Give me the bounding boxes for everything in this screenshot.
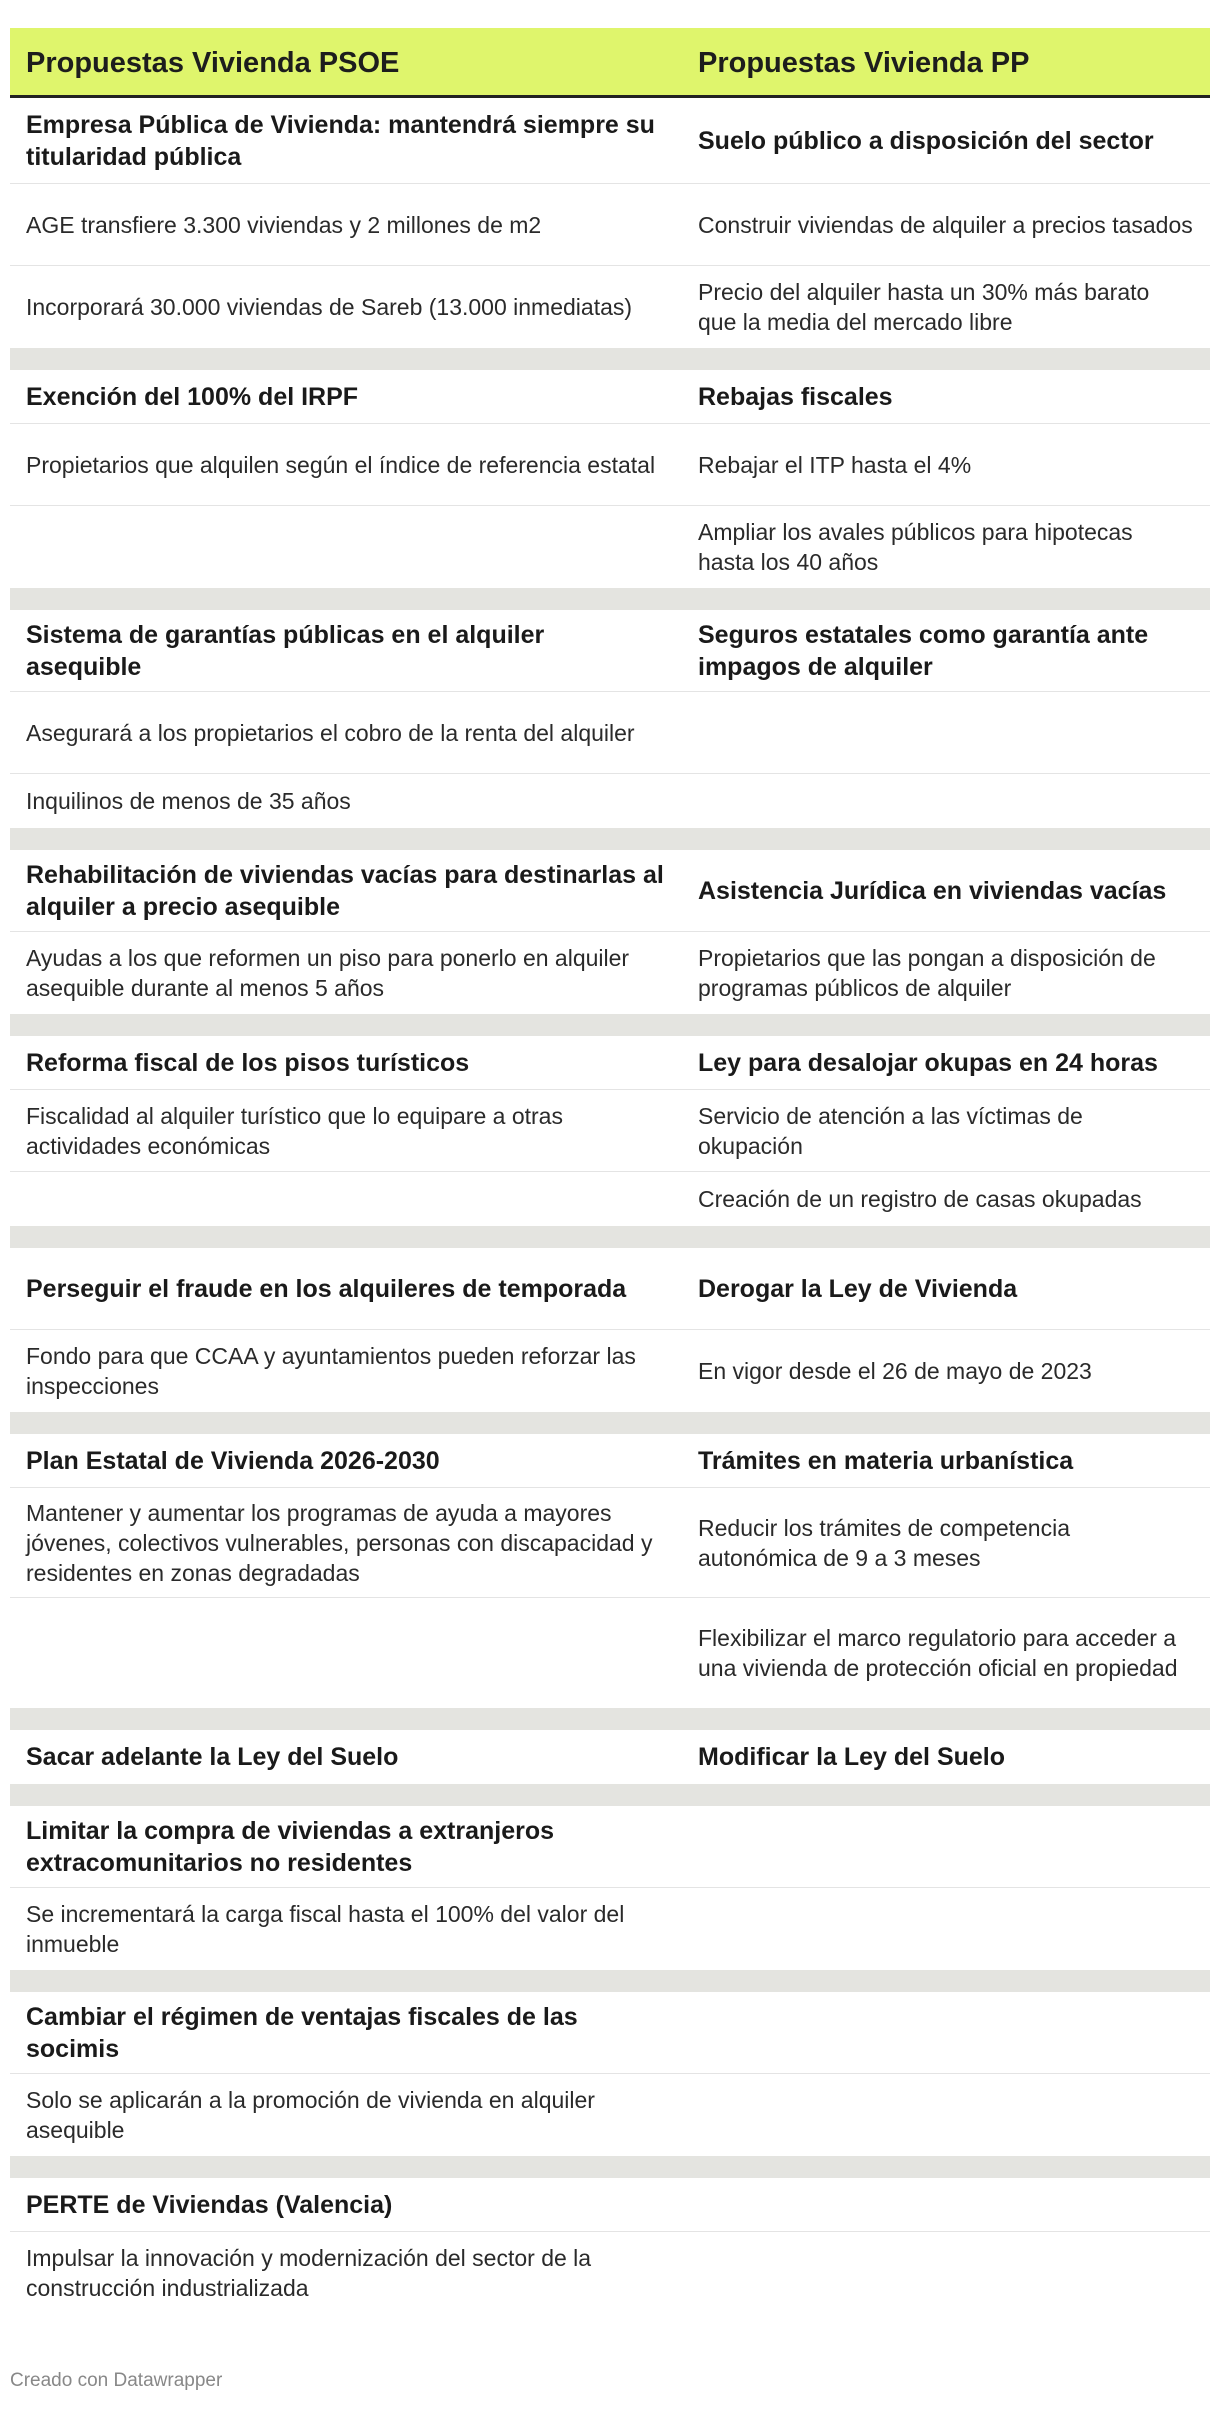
cell-psoe: Plan Estatal de Vivienda 2026-2030 [26, 1446, 440, 1475]
table-row-heading [10, 1036, 1210, 1090]
group-separator [10, 1784, 1210, 1806]
cell-psoe: Limitar la compra de viviendas a extranjeros extracomunitarios no residentes [26, 1816, 555, 1877]
cell-pp: Seguros estatales como garantía ante impagos de alquiler [698, 620, 1149, 681]
table-row [10, 774, 1210, 828]
cell-psoe: Exención del 100% del IRPF [26, 382, 359, 411]
table-row [10, 424, 1210, 506]
group-separator [10, 828, 1210, 850]
table-row-heading [10, 610, 1210, 692]
table-row [10, 2074, 1210, 2156]
table-row [10, 266, 1210, 348]
group-separator [10, 348, 1210, 370]
group-separator [10, 2156, 1210, 2178]
group-separator [10, 1970, 1210, 1992]
header-pp: Propuestas Vivienda PP [698, 47, 1030, 79]
table-row [10, 932, 1210, 1014]
cell-psoe: Ayudas a los que reformen un piso para ponerlo en alquiler asequible durante al menos 5 años [26, 945, 630, 1001]
table-row [10, 1488, 1210, 1598]
table-row [10, 1330, 1210, 1412]
cell-psoe: Fondo para que CCAA y ayuntamientos pueden reforzar las inspecciones [26, 1343, 636, 1399]
table-row-heading [10, 1992, 1210, 2074]
group-separator [10, 1412, 1210, 1434]
cell-pp: Propietarios que las pongan a disposición de programas públicos de alquiler [698, 945, 1156, 1001]
table-row-heading [10, 1806, 1210, 1888]
table-row [10, 506, 1210, 588]
cell-psoe: Asegurará a los propietarios el cobro de la renta del alquiler [26, 719, 635, 746]
group-separator [10, 1708, 1210, 1730]
cell-pp: Suelo público a disposición del sector [698, 126, 1154, 155]
table-row [10, 184, 1210, 266]
table-row-heading [10, 1730, 1210, 1784]
cell-pp: Creación de un registro de casas okupadas [698, 1186, 1142, 1212]
table-row [10, 1090, 1210, 1172]
cell-psoe: Solo se aplicarán a la promoción de vivienda en alquiler asequible [26, 2087, 595, 2143]
cell-psoe: Fiscalidad al alquiler turístico que lo equipare a otras actividades económicas [26, 1102, 563, 1159]
cell-psoe: Inquilinos de menos de 35 años [26, 788, 351, 814]
header-psoe: Propuestas Vivienda PSOE [26, 47, 400, 79]
table-header [10, 28, 1210, 98]
cell-psoe: Mantener y aumentar los programas de ayuda a mayores jóvenes, colectivos vulnerables, personas con discapacidad y residentes en zonas degradadas [26, 1499, 653, 1586]
group-separator [10, 1226, 1210, 1248]
table-row [10, 1172, 1210, 1226]
table-row-heading [10, 98, 1210, 184]
cell-pp: Ampliar los avales públicos para hipotecas hasta los 40 años [698, 519, 1133, 575]
cell-pp: En vigor desde el 26 de mayo de 2023 [698, 1358, 1092, 1384]
proposals-table [10, 28, 1210, 2314]
table-body [10, 98, 1210, 2314]
cell-psoe: Reforma fiscal de los pisos turísticos [26, 1048, 470, 1077]
table-row [10, 2232, 1210, 2314]
cell-psoe: Propietarios que alquilen según el índice de referencia estatal [26, 451, 656, 478]
cell-pp: Rebajar el ITP hasta el 4% [698, 451, 972, 478]
cell-psoe: Se incrementará la carga fiscal hasta el 100% del valor del inmueble [26, 1901, 625, 1957]
cell-psoe: Empresa Pública de Vivienda: mantendrá siempre su titularidad pública [26, 110, 655, 171]
cell-pp: Ley para desalojar okupas en 24 horas [698, 1048, 1158, 1077]
group-separator [10, 588, 1210, 610]
table-row [10, 1598, 1210, 1708]
cell-pp: Servicio de atención a las víctimas de okupación [698, 1102, 1083, 1159]
cell-psoe: Perseguir el fraude en los alquileres de temporada [26, 1274, 627, 1303]
table-row-heading [10, 1248, 1210, 1330]
cell-pp: Reducir los trámites de competencia autonómica de 9 a 3 meses [698, 1514, 1070, 1571]
cell-psoe: Cambiar el régimen de ventajas fiscales de las socimis [26, 2002, 578, 2063]
table-row-heading [10, 1434, 1210, 1488]
cell-psoe: AGE transfiere 3.300 viviendas y 2 millones de m2 [26, 211, 542, 238]
cell-psoe: Incorporará 30.000 viviendas de Sareb (13.000 inmediatas) [26, 294, 633, 320]
footer-credit: Creado con Datawrapper [10, 2370, 223, 2391]
cell-pp: Rebajas fiscales [698, 382, 893, 411]
cell-pp: Precio del alquiler hasta un 30% más barato que la media del mercado libre [698, 279, 1150, 335]
table-row-heading [10, 370, 1210, 424]
cell-psoe: Sacar adelante la Ley del Suelo [26, 1743, 399, 1771]
table-row [10, 692, 1210, 774]
cell-psoe: Sistema de garantías públicas en el alquiler asequible [26, 620, 545, 681]
cell-pp: Flexibilizar el marco regulatorio para acceder a una vivienda de protección oficial en propiedad [698, 1625, 1178, 1681]
cell-psoe: Impulsar la innovación y modernización del sector de la construcción industrializada [26, 2245, 592, 2301]
cell-pp: Modificar la Ley del Suelo [698, 1743, 1006, 1771]
group-separator [10, 1014, 1210, 1036]
cell-pp: Derogar la Ley de Vivienda [698, 1274, 1018, 1303]
cell-pp: Asistencia Jurídica en viviendas vacías [698, 876, 1167, 905]
table-row-heading [10, 2178, 1210, 2232]
cell-psoe: Rehabilitación de viviendas vacías para destinarlas al alquiler a precio asequible [26, 860, 664, 921]
cell-pp: Trámites en materia urbanística [698, 1446, 1074, 1475]
table-row [10, 1888, 1210, 1970]
cell-psoe: PERTE de Viviendas (Valencia) [26, 2190, 393, 2219]
cell-pp: Construir viviendas de alquiler a precios tasados [698, 211, 1193, 238]
table-row-heading [10, 850, 1210, 932]
